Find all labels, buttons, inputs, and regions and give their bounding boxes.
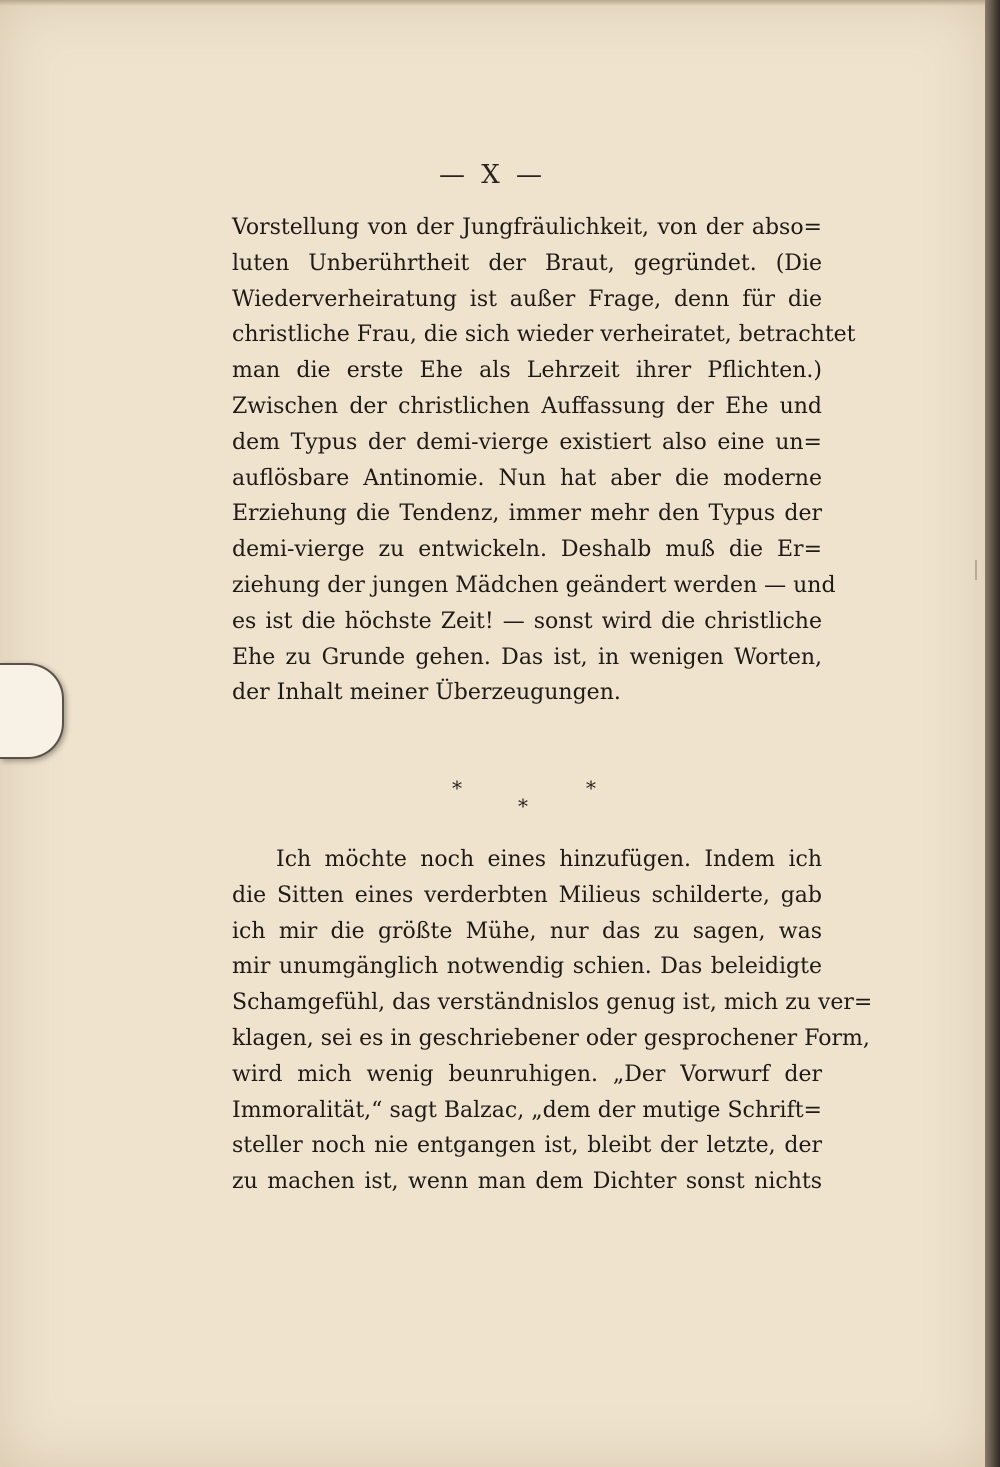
- text-line: zu machen ist, wenn man dem Dichter sonst nichts: [232, 1169, 822, 1195]
- text-line: es ist die höchste Zeit! — sonst wird die christliche: [232, 608, 822, 634]
- text-line: Erziehung die Tendenz, immer mehr den Typus der: [232, 501, 822, 527]
- text-line: Zwischen der christlichen Auffassung der Ehe und: [232, 393, 822, 419]
- text-line: christliche Frau, die sich wieder verheiratet, betrachtet: [232, 322, 856, 348]
- paper-clip: [0, 663, 64, 759]
- text-line: Ehe zu Grunde gehen. Das ist, in wenigen Worten,: [232, 644, 822, 670]
- text-line: die Sitten eines verderbten Milieus schilderte, gab: [232, 882, 822, 908]
- text-line: klagen, sei es in geschriebener oder gesprochener Form,: [232, 1025, 870, 1051]
- text-line: demi-vierge zu entwickeln. Deshalb muß die Er=: [232, 537, 822, 563]
- asterisk: *: [518, 794, 528, 818]
- text-line: man die erste Ehe als Lehrzeit ihrer Pflichten.): [232, 358, 822, 384]
- text-line: Immoralität,“ sagt Balzac, „dem der mutige Schrift=: [232, 1097, 822, 1123]
- asterisk: *: [586, 776, 596, 800]
- text-line: Wiederverheiratung ist außer Frage, denn für die: [232, 286, 822, 312]
- text-line: Ich möchte noch eines hinzufügen. Indem ich: [276, 847, 822, 872]
- text-line: steller noch nie entgangen ist, bleibt der letzte, der: [232, 1133, 822, 1159]
- text-line: mir unumgänglich notwendig schien. Das beleidigte: [232, 954, 822, 980]
- asterisk: *: [452, 776, 462, 800]
- page-number: — X —: [438, 160, 547, 190]
- section-separator: [440, 776, 610, 816]
- text-line: der Inhalt meiner Überzeugungen.: [232, 680, 621, 706]
- text-line: auflösbare Antinomie. Nun hat aber die moderne: [232, 465, 822, 491]
- text-line: luten Unberührtheit der Braut, gegründet. (Die: [232, 250, 822, 276]
- text-line: Vorstellung von der Jungfräulichkeit, von der abso=: [232, 215, 822, 240]
- paragraph-2: [232, 842, 873, 1200]
- text-line: ich mir die größte Mühe, nur das zu sagen, was: [232, 918, 822, 944]
- text-line: ziehung der jungen Mädchen geändert werden — und: [232, 572, 836, 598]
- paper-mark: [975, 560, 977, 580]
- book-spine-edge: [985, 0, 1000, 1467]
- text-line: Schamgefühl, das verständnislos genug ist, mich zu ver=: [232, 990, 873, 1016]
- text-line: wird mich wenig beunruhigen. „Der Vorwurf der: [232, 1061, 822, 1087]
- text-line: dem Typus der demi-vierge existiert also eine un=: [232, 429, 822, 455]
- paragraph-1: [232, 210, 856, 711]
- page-top-edge: [0, 0, 985, 6]
